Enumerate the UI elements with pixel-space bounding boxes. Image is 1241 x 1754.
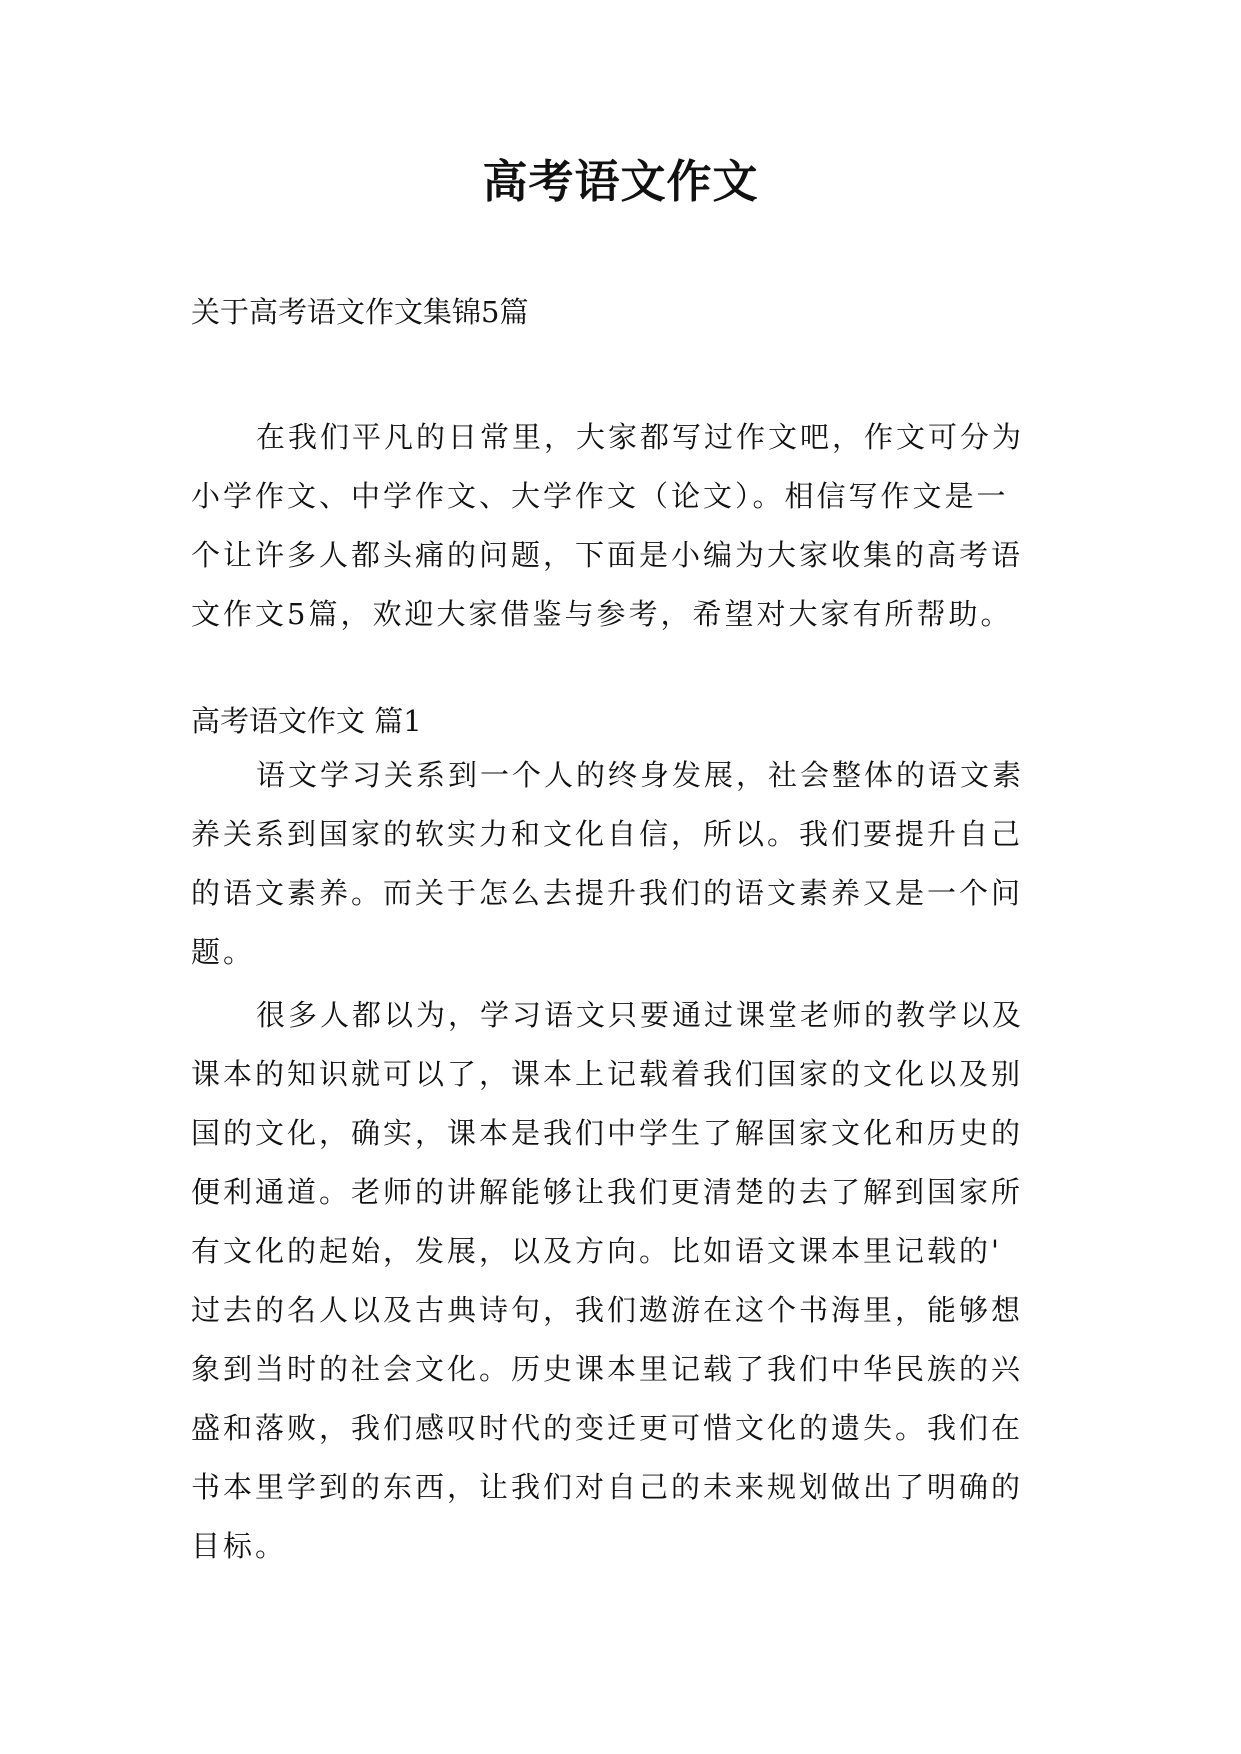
paragraph-line: 很多人都以为，学习语文只要通过课堂老师的教学以及 bbox=[256, 998, 1025, 1032]
paragraph-line: 象到当时的社会文化。历史课本里记载了我们中华民族的兴 bbox=[191, 1352, 1024, 1386]
intro-line: 小学作文、中学作文、大学作文（论文）。相信写作文是一 bbox=[191, 479, 1009, 513]
paragraph-line: 目标。 bbox=[191, 1529, 288, 1563]
paragraph-line: 题。 bbox=[191, 935, 256, 969]
paragraph-line: 盛和落败，我们感叹时代的变迁更可惜文化的遗失。我们在 bbox=[191, 1411, 1024, 1445]
paragraph-line: 过去的名人以及古典诗句，我们遨游在这个书海里，能够想 bbox=[191, 1293, 1024, 1327]
paragraph-line: 便利通道。老师的讲解能够让我们更清楚的去了解到国家所 bbox=[191, 1175, 1024, 1209]
paragraph-line: 养关系到国家的软实力和文化自信，所以。我们要提升自己 bbox=[191, 817, 1024, 851]
body-paragraph-1 bbox=[191, 746, 1051, 982]
intro-line: 在我们平凡的日常里，大家都写过作文吧，作文可分为 bbox=[256, 420, 1025, 454]
paragraph-line: 书本里学到的东西，让我们对自己的未来规划做出了明确的 bbox=[191, 1470, 1024, 1504]
document-title: 高考语文作文 bbox=[482, 155, 759, 208]
paragraph-line: 的语文素养。而关于怎么去提升我们的语文素养又是一个问 bbox=[191, 876, 1024, 910]
intro-line: 个让许多人都头痛的问题，下面是小编为大家收集的高考语 bbox=[191, 538, 1024, 572]
paragraph-line: 有文化的起始，发展，以及方向。比如语文课本里记载的' bbox=[191, 1234, 1002, 1268]
body-paragraph-2 bbox=[191, 986, 1051, 1576]
paragraph-line: 语文学习关系到一个人的终身发展，社会整体的语文素 bbox=[256, 758, 1025, 792]
intro-line: 文作文5篇，欢迎大家借鉴与参考，希望对大家有所帮助。 bbox=[191, 597, 1013, 631]
document-subtitle: 关于高考语文作文集锦5篇 bbox=[191, 295, 529, 329]
intro-paragraph bbox=[191, 408, 1051, 644]
paragraph-line: 课本的知识就可以了，课本上记载着我们国家的文化以及别 bbox=[191, 1057, 1024, 1091]
section-heading: 高考语文作文 篇1 bbox=[191, 704, 422, 738]
paragraph-line: 国的文化，确实，课本是我们中学生了解国家文化和历史的 bbox=[191, 1116, 1024, 1150]
